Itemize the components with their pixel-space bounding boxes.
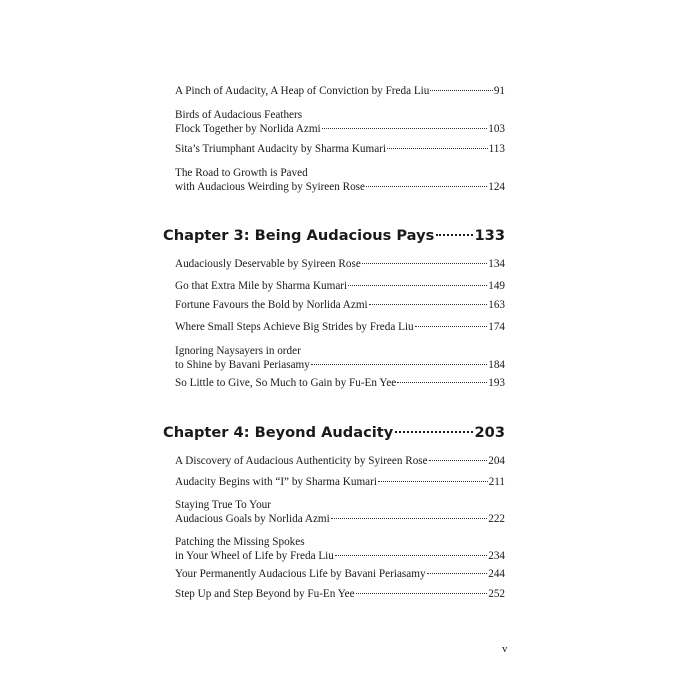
entry-page: 234 <box>488 550 505 562</box>
entry-title: A Pinch of Audacity, A Heap of Conviction by Freda Liu <box>175 85 430 97</box>
dot-leader <box>366 186 487 187</box>
dot-leader <box>429 460 488 461</box>
toc-entry-line <box>175 567 505 581</box>
entry-page: 124 <box>488 181 505 193</box>
toc-entry <box>175 257 505 271</box>
toc-entry-line <box>175 344 505 358</box>
toc-entry-line <box>175 587 505 601</box>
entry-title: Flock Together by Norlida Azmi <box>175 123 321 135</box>
dot-leader <box>311 364 487 365</box>
entry-title: The Road to Growth is Paved <box>175 167 308 179</box>
entry-title: Audacious Goals by Norlida Azmi <box>175 513 330 525</box>
entry-page: 91 <box>493 85 505 97</box>
entry-page: 252 <box>488 588 505 600</box>
entry-page: 149 <box>488 280 505 292</box>
dot-leader <box>356 593 488 594</box>
toc-entry-line <box>175 180 505 194</box>
dot-leader <box>427 573 488 574</box>
entry-page: 174 <box>488 321 505 333</box>
entry-title: with Audacious Weirding by Syireen Rose <box>175 181 365 193</box>
dot-leader <box>331 518 487 519</box>
toc-entry-line <box>175 320 505 334</box>
toc-entry-line <box>175 84 505 98</box>
chapter-title: Chapter 4: Beyond Audacity <box>163 424 394 441</box>
toc-entry <box>175 142 505 156</box>
toc-entry-line <box>175 279 505 293</box>
toc-entry-line <box>175 549 505 563</box>
chapter-4-heading <box>163 424 505 442</box>
dot-leader <box>369 304 488 305</box>
toc-entry <box>175 587 505 601</box>
toc-entry-line <box>175 376 505 390</box>
dot-leader <box>378 481 488 482</box>
toc-entry <box>175 454 505 468</box>
entry-page: 184 <box>488 359 505 371</box>
chapter-page: 133 <box>474 227 505 244</box>
toc-entry <box>175 84 505 98</box>
dot-leader <box>335 555 487 556</box>
toc-entry-line <box>175 298 505 312</box>
dot-leader <box>322 128 488 129</box>
dot-leader <box>348 285 487 286</box>
entry-title: Go that Extra Mile by Sharma Kumari <box>175 280 348 292</box>
toc-entry-line <box>175 108 505 122</box>
entry-title: Birds of Audacious Feathers <box>175 109 303 121</box>
toc-entry <box>175 535 505 563</box>
entry-title: Where Small Steps Achieve Big Strides by Freda Liu <box>175 321 414 333</box>
entry-page: 103 <box>488 123 505 135</box>
entry-title: Ignoring Naysayers in order <box>175 345 301 357</box>
entry-title: Your Permanently Audacious Life by Bavani Periasamy <box>175 568 426 580</box>
entry-title: Audacity Begins with “I” by Sharma Kumari <box>175 476 377 488</box>
toc-entry-line <box>175 122 505 136</box>
toc-entry-line <box>175 166 505 180</box>
toc-entry <box>175 298 505 312</box>
toc-entry <box>175 344 505 372</box>
entry-page: 163 <box>488 299 505 311</box>
entry-title: Step Up and Step Beyond by Fu-En Yee <box>175 588 355 600</box>
toc-entry <box>175 376 505 390</box>
dot-leader <box>436 234 472 236</box>
toc-entry-line <box>175 535 505 549</box>
toc-entry <box>175 166 505 194</box>
dot-leader <box>430 90 492 91</box>
entry-page: 134 <box>488 258 505 270</box>
toc-entry <box>175 567 505 581</box>
entry-page: 193 <box>488 377 505 389</box>
toc-entry <box>175 498 505 526</box>
entry-title: Audaciously Deservable by Syireen Rose <box>175 258 361 270</box>
dot-leader <box>362 263 487 264</box>
entry-title: So Little to Give, So Much to Gain by Fu-En Yee <box>175 377 397 389</box>
dot-leader <box>387 148 488 149</box>
chapter-3-heading <box>163 227 505 245</box>
toc-entry <box>175 475 505 489</box>
entry-page: 113 <box>488 143 505 155</box>
entry-title: Staying True To Your <box>175 499 271 511</box>
entry-title: Sita’s Triumphant Audacity by Sharma Kumari <box>175 143 386 155</box>
toc-entry-line <box>175 475 505 489</box>
toc-entry-line <box>175 257 505 271</box>
chapter-title: Chapter 3: Being Audacious Pays <box>163 227 435 244</box>
entry-title: to Shine by Bavani Periasamy <box>175 359 310 371</box>
dot-leader <box>395 431 472 433</box>
toc-entry <box>175 320 505 334</box>
entry-title: Patching the Missing Spokes <box>175 536 305 548</box>
toc-entry <box>175 279 505 293</box>
dot-leader <box>415 326 488 327</box>
entry-page: 244 <box>488 568 505 580</box>
toc-entry-line <box>175 454 505 468</box>
chapter-page: 203 <box>474 424 505 441</box>
dot-leader <box>397 382 487 383</box>
entry-page: 211 <box>488 476 505 488</box>
entry-title: Fortune Favours the Bold by Norlida Azmi <box>175 299 368 311</box>
toc-entry-line <box>175 358 505 372</box>
page-number: v <box>502 643 508 655</box>
entry-title: A Discovery of Audacious Authenticity by Syireen Rose <box>175 455 428 467</box>
entry-page: 204 <box>488 455 505 467</box>
toc-entry <box>175 108 505 136</box>
entry-title: in Your Wheel of Life by Freda Liu <box>175 550 334 562</box>
entry-page: 222 <box>488 513 505 525</box>
toc-entry-line <box>175 512 505 526</box>
toc-entry-line <box>175 498 505 512</box>
toc-entry-line <box>175 142 505 156</box>
